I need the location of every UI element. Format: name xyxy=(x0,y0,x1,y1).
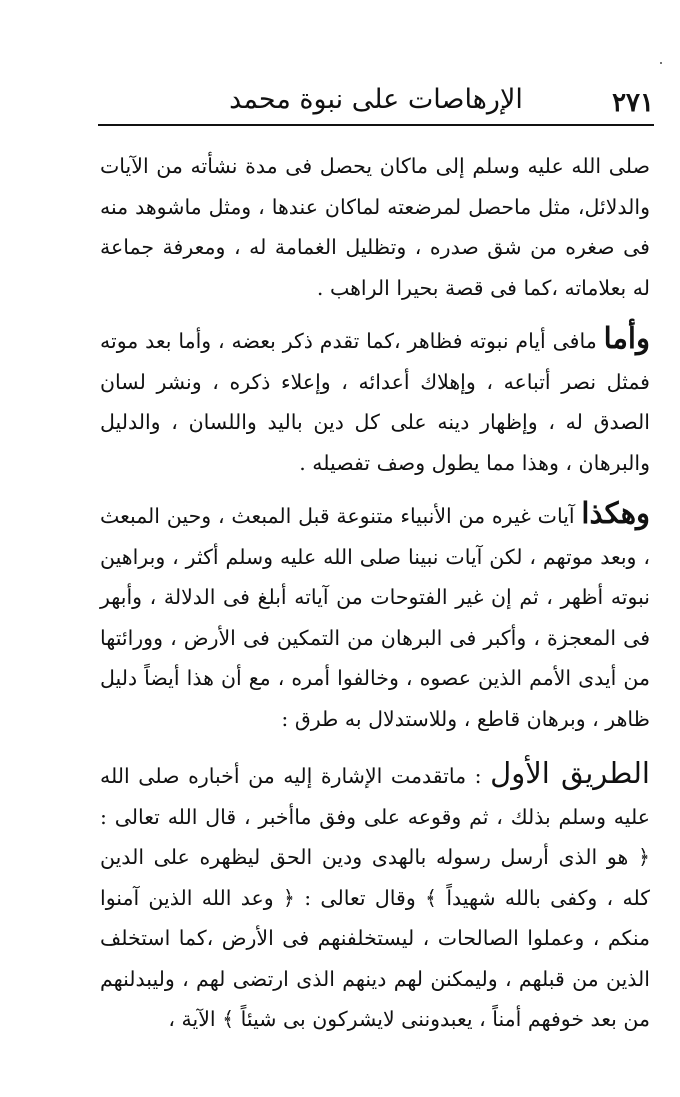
page-number: ٢٧١ xyxy=(612,88,654,118)
paragraph-1 xyxy=(100,146,650,308)
paragraph-3 xyxy=(100,493,650,739)
paragraph-text: مافى أيام نبوته فظاهر ،كما تقدم ذكر بعضه ، وأما بعد موته فمثل نصر أتباعه ، وإهلاك أعدائه ، وإعلاء ذكره ، ونشر لسان الصدق له ، وإظهار دينه على كل دين باليد واللسان ، والدليل والبرهان ، وهذا مما يطول وصف تفصيله . xyxy=(100,329,650,475)
scan-speck xyxy=(660,62,662,64)
page-header xyxy=(98,82,654,122)
paragraph-text: آيات غيره من الأنبياء متنوعة قبل المبعث ، وحين المبعث ، وبعد موتهم ، لكن آيات نبينا صلى الله عليه وسلم أكثر ، وبراهين نبوته أظهر ، ثم إن غير الفتوحات من آياته أبلغ فى الدلالة ، وأبهر فى المعجزة ، وأكبر فى البرهان من التمكين فى الأرض ، وورائتها من أيدى الأمم الذين عصوه ، وخالفوا أمره ، مع أن هذا أيضاً دليل ظاهر ، وبرهان قاطع ، وللاستدلال به طرق : xyxy=(100,504,650,731)
paragraph-4 xyxy=(100,753,650,1040)
paragraph-text: : ماتقدمت الإشارة إليه من أخباره صلى الله عليه وسلم بذلك ، ثم وقوعه على وفق ماأخبر ، قال الله تعالى : ﴿ هو الذى أرسل رسوله بالهدى ودين الحق ليظهره على الدين كله ، وكفى بالله شهيداً ﴾ وقال تعالى : ﴿ وعد الله الذين آمنوا منكم ، وعملوا الصالحات ، ليستخلفنهم فى الأرض ،كما استخلف الذين من قبلهم ، وليمكنن لهم دينهم الذى ارتضى لهم ، وليبدلنهم من بعد خوفهم أمناً ، يعبدوننى لايشركون بى شيئاً ﴾ الآية ، xyxy=(100,764,651,1031)
paragraph-lead-word: وأما xyxy=(603,321,650,355)
header-rule xyxy=(98,124,654,126)
body-text xyxy=(100,146,650,1040)
paragraph-2 xyxy=(100,318,650,483)
paragraph-text: صلى الله عليه وسلم إلى ماكان يحصل فى مدة نشأته من الآيات والدلائل، مثل ماحصل لمرضعته لماكان عندها ، ومثل ماشوهد منه فى صغره من شق صدره ، وتظليل الغمامة له ، ومعرفة جماعة له بعلاماته ،كما فى قصة بحيرا الراهب . xyxy=(100,154,650,300)
paragraph-lead-word: وهكذا xyxy=(581,496,650,530)
running-title: الإرهاصات على نبوة محمد xyxy=(229,84,523,115)
paragraph-lead-heading: الطريق الأول xyxy=(490,756,650,790)
